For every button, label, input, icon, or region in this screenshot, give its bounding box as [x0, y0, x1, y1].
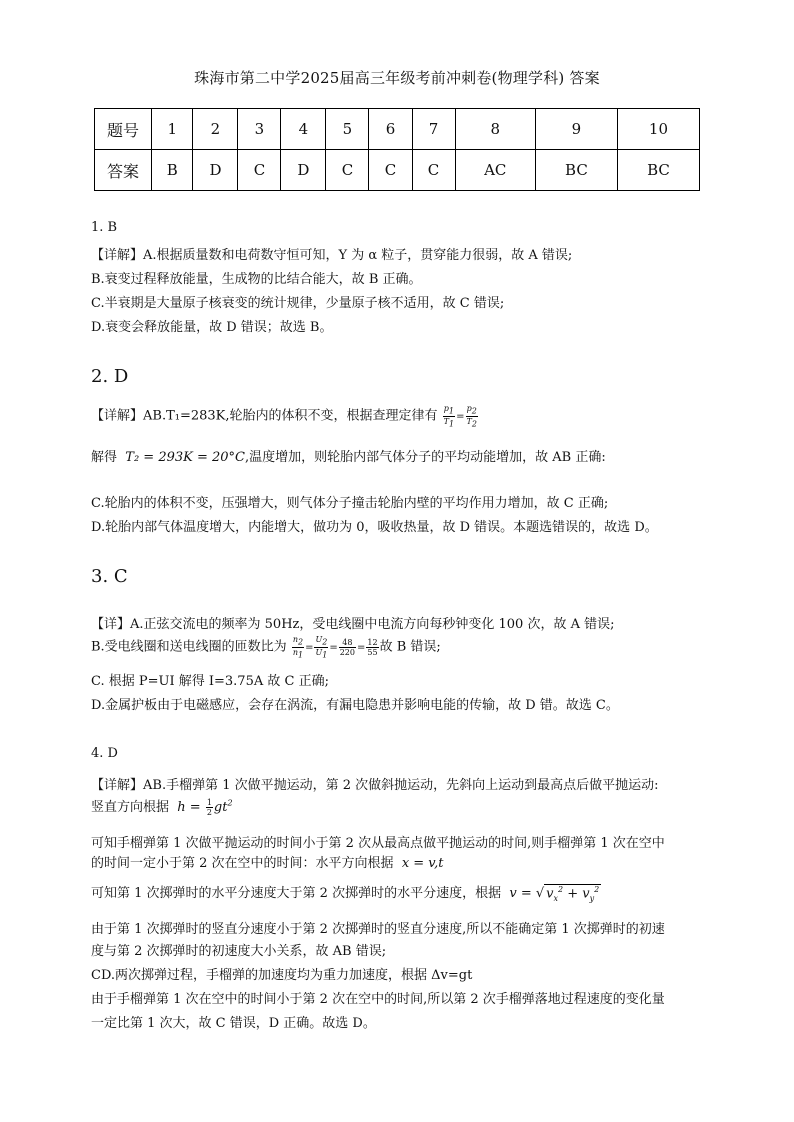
- table-cell: BC: [617, 150, 699, 191]
- charles-law-formula: $\frac{p_1}{T_1}$: [443, 404, 455, 429]
- q1-line: 【详解】A.根据质量数和电荷数守恒可知，Y 为 α 粒子，贯穿能力很弱，故 A 错误;: [91, 248, 573, 263]
- q4-line: 一定比第 1 次大，故 C 错误，D 正确。故选 D。: [91, 1016, 376, 1031]
- q3-line: 【详】A.正弦交流电的频率为 50Hz，受电线圈中电流方向每秒钟变化 100 次，故 A 错误;: [91, 617, 615, 632]
- q2-line1-mid: ,轮胎内的体积不变，根据查理定律有: [225, 408, 438, 424]
- q4-heading: 4. D: [91, 746, 118, 761]
- q3-line: D.金属护板由于电磁感应，会存在涡流，有漏电隐患并影响电能的传输，故 D 错。故选 C。: [91, 698, 619, 713]
- table-row-answers: [95, 150, 700, 191]
- q1-heading: 1. B: [91, 220, 118, 235]
- q3-line: C. 根据 P=UI 解得 I=3.75A 故 C 正确;: [91, 674, 329, 689]
- q2-line: [91, 446, 606, 465]
- answer-table: [94, 108, 700, 191]
- table-cell: 10: [617, 109, 699, 150]
- table-cell: C: [326, 150, 369, 191]
- q1-line: B.衰变过程释放能量，生成物的比结合能大，故 B 正确。: [91, 272, 422, 287]
- table-cell: 6: [369, 109, 412, 150]
- q4-line: [91, 796, 233, 817]
- table-cell: C: [238, 150, 281, 191]
- q2-line: C.轮胎内的体积不变，压强增大，则气体分子撞击轮胎内壁的平均作用力增加，故 C 正确;: [91, 496, 609, 511]
- q2-line1-pre: 【详解】AB.: [91, 408, 167, 424]
- q1-line: C.半衰期是大量原子核衰变的统计规律，少量原子核不适用，故 C 错误;: [91, 296, 505, 311]
- q4-line: 可知手榴弹第 1 次做平抛运动的时间小于第 2 次从最高点做平抛运动的时间,则手榴弹第 1 次在空中: [91, 836, 665, 851]
- q2-line: 【详解】AB.T₁=283K,轮胎内的体积不变，根据查理定律有 $\frac{p_1}{T_1}$ = $\frac{p_2}{T_2}$: [91, 404, 477, 429]
- table-cell: 9: [535, 109, 617, 150]
- q4-line: [91, 882, 601, 903]
- q2-line2-eq: T₂ = 293K = 20°C: [125, 450, 245, 465]
- q2-line1-t1: T₁=283K: [166, 408, 226, 424]
- q1-line: D.衰变会释放能量，故 D 错误；故选 B。: [91, 320, 333, 335]
- table-cell: AC: [455, 150, 535, 191]
- q2-line2-pre: 解得: [91, 450, 118, 465]
- table-cell: 4: [281, 109, 326, 150]
- q3-line: B.受电线圈和送电线圈的匝数比为 $\frac{n_2}{n_1}$ = $\frac{U_2}{U_1}$ = $\frac{48}{220}$ = $\frac{12}{55}$ 故 B 错误;: [91, 635, 441, 660]
- table-cell: 2: [193, 109, 238, 150]
- table-cell: D: [193, 150, 238, 191]
- q4-line: 由于第 1 次掷弹时的竖直分速度小于第 2 次掷弹时的竖直分速度,所以不能确定第 1 次掷弹时的初速: [91, 922, 665, 937]
- table-cell: D: [281, 150, 326, 191]
- q4-line2-pre: 竖直方向根据: [91, 800, 170, 815]
- q4-line: 【详解】AB.手榴弹第 1 次做平抛运动，第 2 次做斜抛运动，先斜向上运动到最高点后做平抛运动:: [91, 778, 659, 793]
- table-cell: 7: [412, 109, 455, 150]
- q4-line4-eq: x = v,t: [401, 856, 444, 871]
- q3-line2-post: 故 B 错误;: [379, 639, 441, 655]
- page-title: 珠海市第二中学2025届高三年级考前冲刺卷(物理学科) 答案: [194, 69, 600, 87]
- q2-line2-post: ,温度增加，则轮胎内部气体分子的平均动能增加，故 AB 正确:: [245, 450, 606, 465]
- table-header-answer: 答案: [95, 150, 152, 191]
- table-cell: 8: [455, 109, 535, 150]
- velocity-formula: v = √ $v_x^2 + v_y^2$: [509, 884, 600, 903]
- table-header-number: 题号: [95, 109, 152, 150]
- table-cell: 1: [152, 109, 193, 150]
- q4-line: 度与第 2 次掷弹时的初速度大小关系，故 AB 错误;: [91, 944, 387, 959]
- q4-line5-pre: 可知第 1 次掷弹时的水平分速度大于第 2 次掷弹时的水平分速度，根据: [91, 886, 502, 901]
- table-cell: 3: [238, 109, 281, 150]
- table-cell: 5: [326, 109, 369, 150]
- turns-ratio-formula: $\frac{n_2}{n_1}$: [292, 635, 304, 660]
- q2-line: D.轮胎内部气体温度增大，内能增大，做功为 0，吸收热量，故 D 错误。本题选错误的，故选 D。: [91, 520, 658, 535]
- table-cell: C: [412, 150, 455, 191]
- table-cell: B: [152, 150, 193, 191]
- table-row-numbers: [95, 109, 700, 150]
- table-cell: BC: [535, 150, 617, 191]
- q3-line2-pre: B.受电线圈和送电线圈的匝数比为: [91, 639, 287, 655]
- q4-line: CD.两次掷弹过程，手榴弹的加速度均为重力加速度，根据 Δv=gt: [91, 968, 473, 983]
- q2-heading: 2. D: [91, 366, 129, 387]
- q4-line: [91, 852, 443, 871]
- free-fall-formula: h = $\frac{1}{2}$ $gt^2$: [177, 798, 233, 817]
- q4-line4-pre: 的时间一定小于第 2 次在空中的时间：水平方向根据: [91, 856, 394, 871]
- table-cell: C: [369, 150, 412, 191]
- q3-heading: 3. C: [91, 566, 128, 587]
- q4-line: 由于手榴弹第 1 次在空中的时间小于第 2 次在空中的时间,所以第 2 次手榴弹落地过程速度的变化量: [91, 992, 665, 1007]
